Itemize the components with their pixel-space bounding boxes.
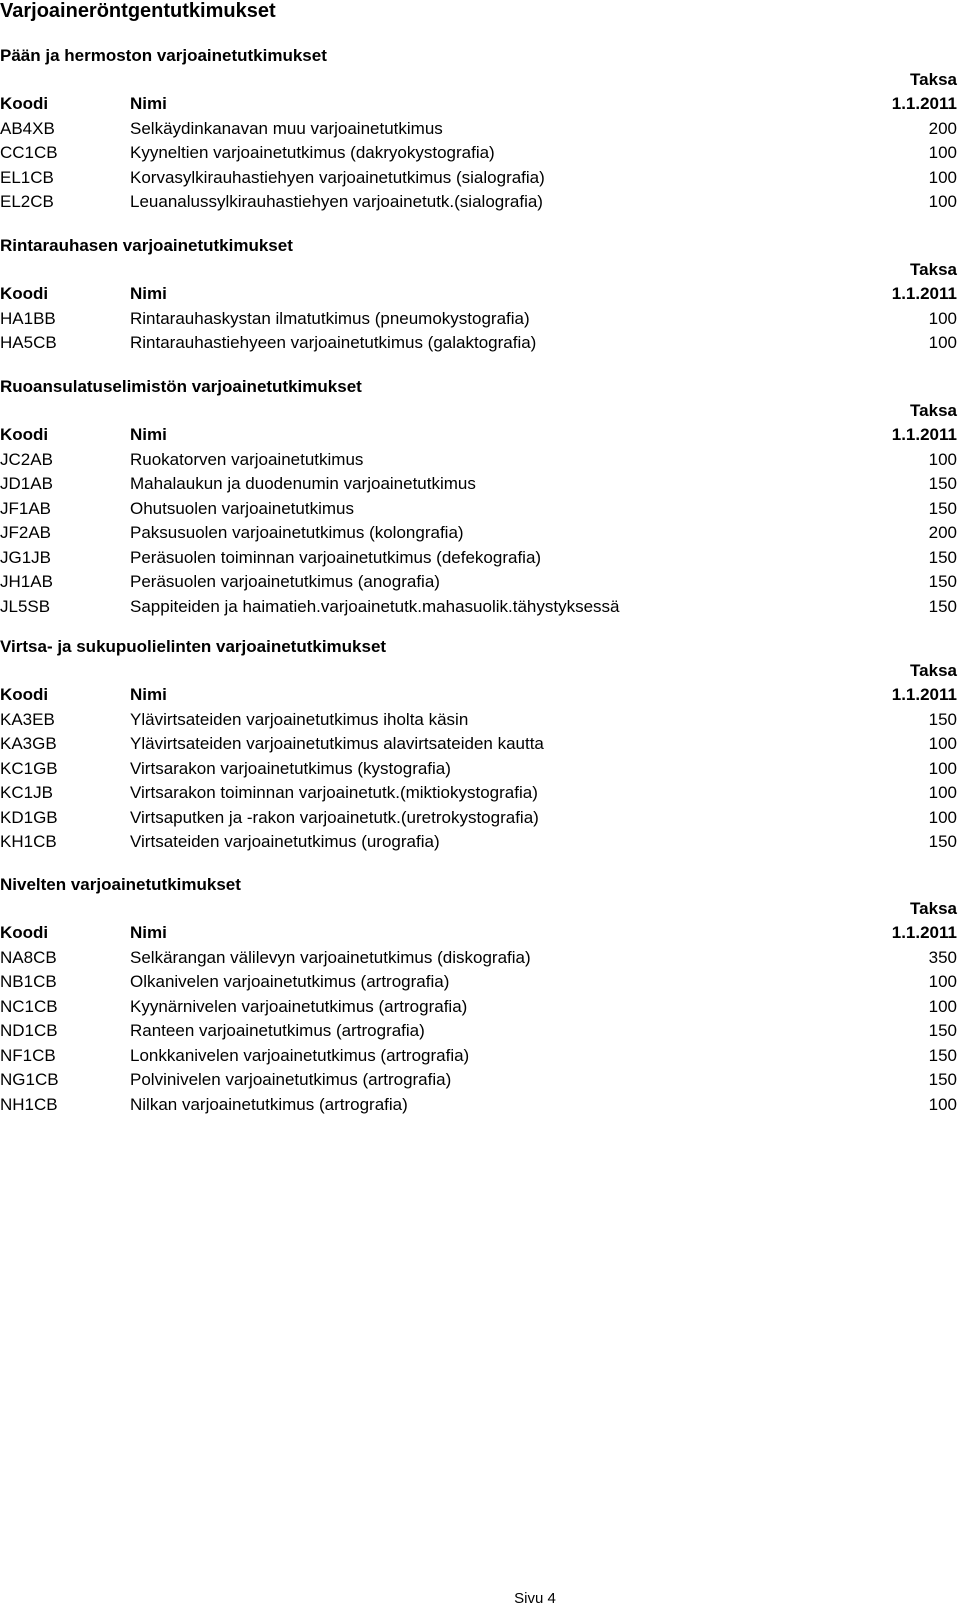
row-price: 150	[928, 474, 957, 493]
row-name: Rintarauhaskystan ilmatutkimus (pneumokystografia)	[130, 308, 530, 328]
row-code: NH1CB	[0, 1094, 58, 1114]
column-header-name: Nimi	[130, 94, 167, 113]
table-row	[0, 783, 960, 808]
row-code: ND1CB	[0, 1021, 58, 1040]
row-price: 100	[928, 996, 957, 1016]
table-row	[0, 808, 960, 833]
table-row	[0, 832, 960, 857]
row-name: Virtsateiden varjoainetutkimus (urografia)	[130, 832, 440, 851]
taksa-header: Taksa	[910, 899, 957, 918]
row-code: HA1BB	[0, 308, 56, 328]
column-header-name: Nimi	[130, 685, 167, 704]
column-header-price-date: 1.1.2011	[891, 284, 957, 303]
row-price: 150	[928, 1070, 957, 1089]
row-name: Peräsuolen toiminnan varjoainetutkimus (defekografia)	[130, 547, 542, 567]
row-name: Ranteen varjoainetutkimus (artrografia)	[130, 1021, 425, 1040]
row-name: Ylävirtsateiden varjoainetutkimus iholta käsin	[130, 709, 469, 729]
row-code: HA5CB	[0, 333, 57, 352]
row-name: Selkärangan välilevyn varjoainetutkimus (diskografia)	[130, 947, 531, 967]
row-code: NC1CB	[0, 996, 58, 1016]
table-header-row	[0, 923, 960, 948]
row-price: 100	[928, 308, 957, 328]
row-code: KA3EB	[0, 709, 55, 729]
section-title: Pään ja hermoston varjoainetutkimukset	[0, 46, 327, 65]
row-price: 150	[928, 547, 957, 567]
row-name: Nilkan varjoainetutkimus (artrografia)	[130, 1094, 408, 1114]
document-title: Varjoaineröntgentutkimukset	[0, 0, 276, 22]
row-price: 200	[928, 523, 957, 542]
taksa-header: Taksa	[910, 401, 957, 420]
table-row	[0, 1070, 960, 1095]
row-code: JG1JB	[0, 547, 52, 567]
row-price: 100	[928, 972, 957, 991]
column-header-code: Koodi	[0, 94, 49, 113]
row-name: Ohutsuolen varjoainetutkimus	[130, 498, 354, 518]
row-name: Mahalaukun ja duodenumin varjoainetutkimus	[130, 474, 476, 493]
row-name: Lonkkanivelen varjoainetutkimus (artrografia)	[130, 1045, 470, 1065]
table-row	[0, 548, 960, 573]
row-price: 200	[928, 118, 957, 138]
table-row	[0, 759, 960, 784]
taksa-header: Taksa	[910, 661, 957, 680]
section-title: Virtsa- ja sukupuolielinten varjoainetutkimukset	[0, 637, 387, 656]
column-header-name: Nimi	[130, 923, 167, 942]
column-header-code: Koodi	[0, 284, 49, 303]
row-name: Sappiteiden ja haimatieh.varjoainetutk.mahasuolik.tähystyksessä	[130, 596, 620, 616]
table-row	[0, 710, 960, 735]
row-code: NA8CB	[0, 947, 57, 967]
row-price: 100	[928, 333, 957, 352]
row-name: Peräsuolen varjoainetutkimus (anografia)	[130, 572, 440, 591]
section-title: Ruoansulatuselimistön varjoainetutkimukset	[0, 377, 362, 396]
row-price: 100	[928, 1094, 957, 1114]
row-name: Ylävirtsateiden varjoainetutkimus alavirtsateiden kautta	[130, 734, 544, 753]
row-code: CC1CB	[0, 143, 58, 162]
table-row	[0, 143, 960, 168]
row-name: Rintarauhastiehyeen varjoainetutkimus (galaktografia)	[130, 333, 537, 352]
taksa-header: Taksa	[910, 70, 957, 89]
table-row	[0, 450, 960, 475]
taksa-header: Taksa	[910, 260, 957, 279]
row-name: Kyyneltien varjoainetutkimus (dakryokystografia)	[130, 143, 495, 162]
row-code: KC1GB	[0, 758, 58, 778]
table-row	[0, 997, 960, 1022]
column-header-code: Koodi	[0, 425, 49, 444]
table-row	[0, 474, 960, 499]
row-code: JL5SB	[0, 596, 51, 616]
row-price: 150	[928, 1045, 957, 1065]
row-price: 100	[928, 167, 957, 187]
row-name: Virtsarakon toiminnan varjoainetutk.(miktiokystografia)	[130, 783, 538, 802]
row-price: 350	[928, 947, 957, 967]
row-code: KC1JB	[0, 783, 53, 802]
table-row	[0, 1021, 960, 1046]
row-price: 100	[928, 783, 957, 802]
row-price: 150	[928, 1021, 957, 1040]
row-name: Leuanalussylkirauhastiehyen varjoainetutk.(sialografia)	[130, 192, 543, 211]
row-code: NG1CB	[0, 1070, 59, 1089]
section-title: Rintarauhasen varjoainetutkimukset	[0, 236, 293, 255]
row-name: Ruokatorven varjoainetutkimus	[130, 449, 364, 469]
row-code: JC2AB	[0, 449, 53, 469]
table-row	[0, 572, 960, 597]
row-price: 150	[928, 572, 957, 591]
row-price: 100	[928, 143, 957, 162]
column-header-name: Nimi	[130, 284, 167, 303]
row-code: JF1AB	[0, 498, 52, 518]
table-row	[0, 499, 960, 524]
row-code: KD1GB	[0, 807, 58, 827]
row-name: Olkanivelen varjoainetutkimus (artrografia)	[130, 972, 450, 991]
row-code: JH1AB	[0, 572, 53, 591]
table-row	[0, 734, 960, 759]
column-header-price-date: 1.1.2011	[891, 923, 957, 942]
row-name: Kyynärnivelen varjoainetutkimus (artrografia)	[130, 996, 468, 1016]
section-title: Nivelten varjoainetutkimukset	[0, 875, 241, 894]
row-price: 100	[928, 807, 957, 827]
column-header-price-date: 1.1.2011	[891, 685, 957, 704]
row-code: NF1CB	[0, 1045, 56, 1065]
table-row	[0, 972, 960, 997]
table-row	[0, 333, 960, 358]
row-code: EL1CB	[0, 167, 54, 187]
row-price: 100	[928, 734, 957, 753]
table-row	[0, 597, 960, 622]
row-code: EL2CB	[0, 192, 54, 211]
column-header-price-date: 1.1.2011	[891, 425, 957, 444]
table-row	[0, 948, 960, 973]
row-name: Virtsaputken ja -rakon varjoainetutk.(uretrokystografia)	[130, 807, 539, 827]
row-price: 150	[928, 709, 957, 729]
row-price: 100	[928, 449, 957, 469]
row-name: Selkäydinkanavan muu varjoainetutkimus	[130, 118, 443, 138]
table-header-row	[0, 284, 960, 309]
table-header-row	[0, 685, 960, 710]
row-name: Virtsarakon varjoainetutkimus (kystografia)	[130, 758, 451, 778]
row-code: KA3GB	[0, 734, 57, 753]
row-name: Paksusuolen varjoainetutkimus (kolongrafia)	[130, 523, 464, 542]
row-price: 100	[928, 758, 957, 778]
table-row	[0, 1095, 960, 1120]
row-code: NB1CB	[0, 972, 57, 991]
table-row	[0, 168, 960, 193]
row-code: KH1CB	[0, 832, 57, 851]
column-header-code: Koodi	[0, 685, 49, 704]
row-code: AB4XB	[0, 118, 55, 138]
column-header-name: Nimi	[130, 425, 167, 444]
table-row	[0, 523, 960, 548]
row-name: Korvasylkirauhastiehyen varjoainetutkimus (sialografia)	[130, 167, 545, 187]
table-row	[0, 309, 960, 334]
column-header-code: Koodi	[0, 923, 49, 942]
table-row	[0, 1046, 960, 1071]
row-name: Polvinivelen varjoainetutkimus (artrografia)	[130, 1070, 452, 1089]
row-price: 150	[928, 832, 957, 851]
row-price: 100	[928, 192, 957, 211]
page-number: Sivu 4	[514, 1590, 556, 1607]
table-row	[0, 192, 960, 217]
row-code: JF2AB	[0, 523, 52, 542]
row-price: 150	[928, 596, 957, 616]
row-code: JD1AB	[0, 474, 53, 493]
column-header-price-date: 1.1.2011	[891, 94, 957, 113]
row-price: 150	[928, 498, 957, 518]
table-row	[0, 119, 960, 144]
table-header-row	[0, 94, 960, 119]
table-header-row	[0, 425, 960, 450]
